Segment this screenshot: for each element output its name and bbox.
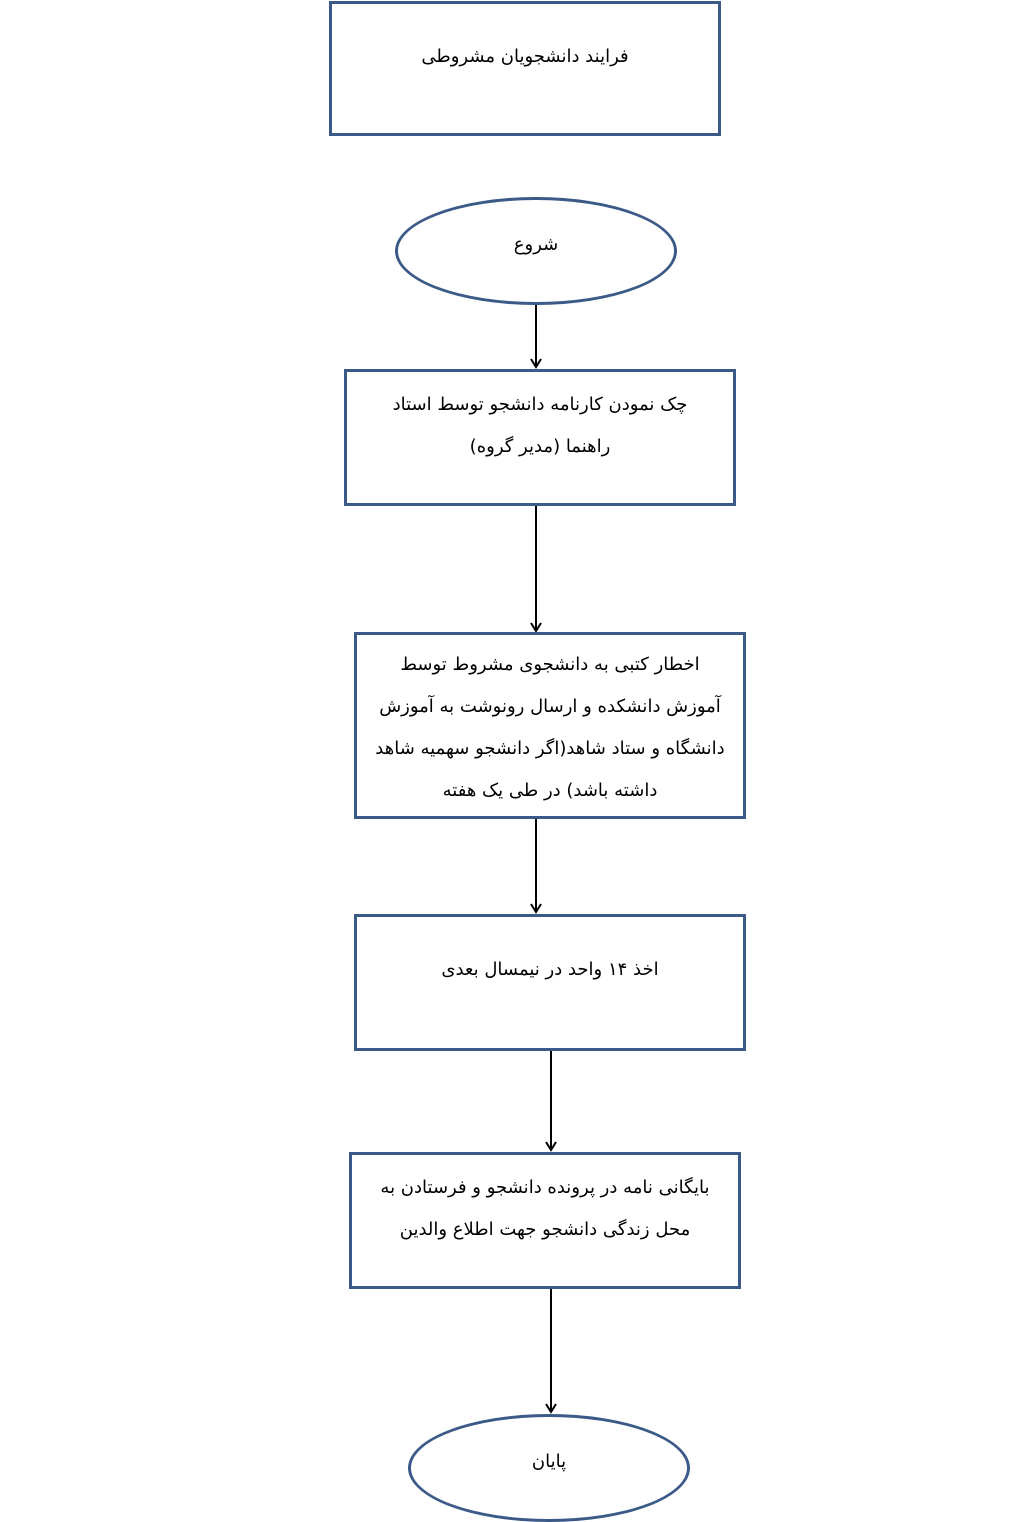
end-label: پایان xyxy=(531,1451,567,1472)
step-box-check-transcript xyxy=(344,369,736,506)
step-box-take-14-units xyxy=(354,914,746,1051)
step2-line1: اخطار کتبی به دانشجوی مشروط توسط xyxy=(400,654,700,675)
title-label: فرایند دانشجویان مشروطی xyxy=(421,46,629,67)
step-box-written-warning xyxy=(354,632,746,819)
step1-line2: راهنما (مدیر گروه) xyxy=(469,436,611,457)
start-label: شروع xyxy=(513,234,559,255)
step1-line1: چک نمودن کارنامه دانشجو توسط استاد xyxy=(392,394,688,415)
step2-line4: داشته باشد) در طی یک هفته xyxy=(442,780,658,801)
start-oval xyxy=(395,197,677,305)
step2-line2: آموزش دانشکده و ارسال رونوشت به آموزش xyxy=(379,696,721,717)
step-box-archive-letter xyxy=(349,1152,741,1289)
title-box xyxy=(329,1,721,136)
step4-line1: بایگانی نامه در پرونده دانشجو و فرستادن به xyxy=(380,1177,710,1198)
step4-line2: محل زندگی دانشجو جهت اطلاع والدین xyxy=(399,1219,691,1240)
step3-line1: اخذ ۱۴ واحد در نیمسال بعدی xyxy=(441,959,659,980)
step2-line3: دانشگاه و ستاد شاهد(اگر دانشجو سهمیه شاهد xyxy=(375,738,725,759)
end-oval xyxy=(408,1414,690,1522)
